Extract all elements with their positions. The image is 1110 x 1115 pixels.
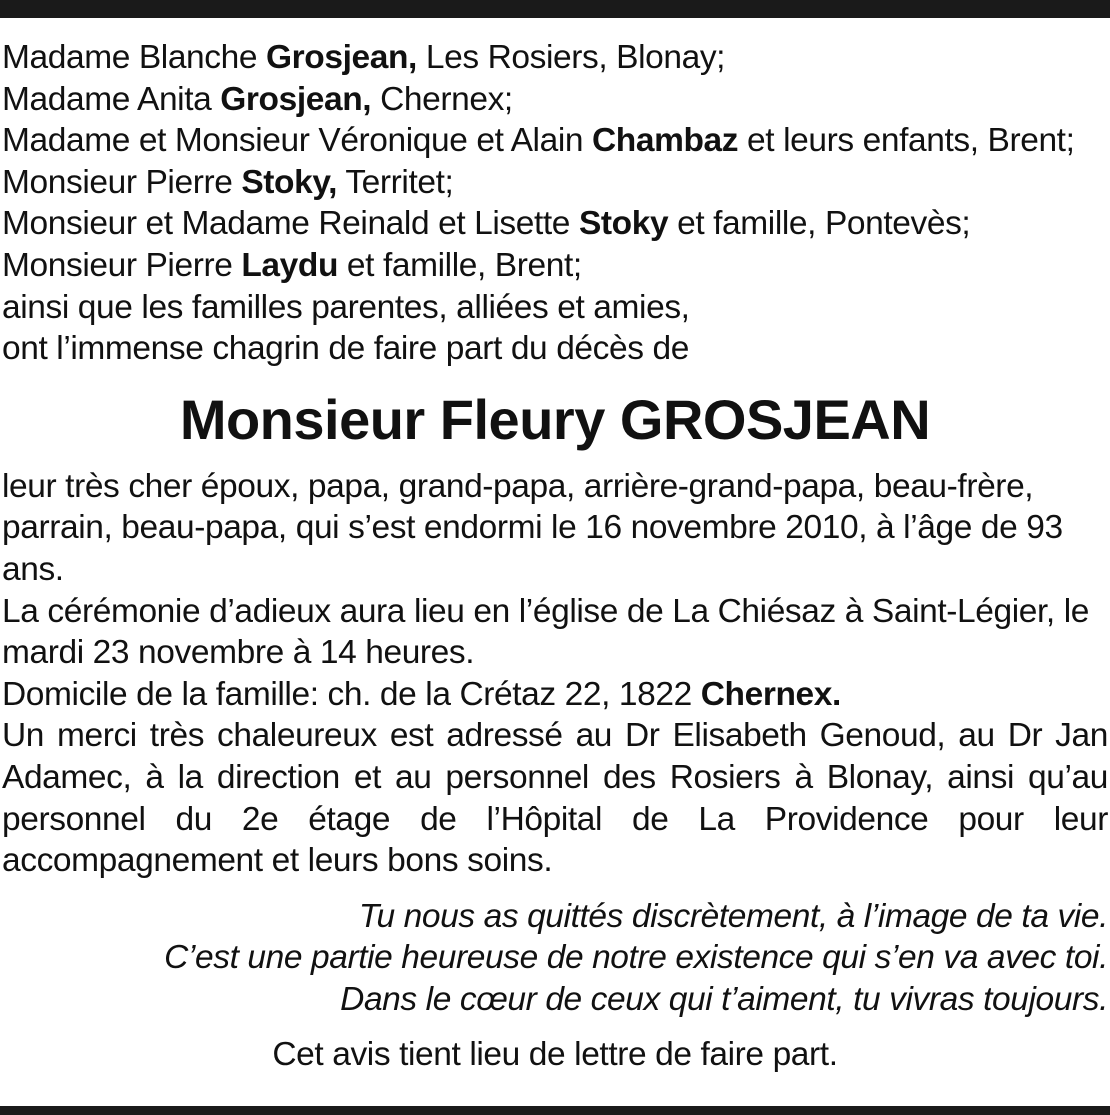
family-list: [2, 37, 1108, 370]
domicile-town: Chernex.: [700, 675, 841, 713]
announce-line: ont l’immense chagrin de faire part du décès de: [2, 330, 689, 368]
description-paragraph: leur très cher époux, papa, grand-papa, arrière-grand-papa, beau-frère, parrain, beau-papa, qui s’est endormi le 16 novembre 2010, à l’âge de 93 ans.: [2, 467, 1063, 588]
family-surname: Stoky: [578, 205, 669, 243]
poem: [2, 896, 1108, 1021]
family-line: Madame et Monsieur Véronique et Alain Chambaz et leurs enfants, Brent;: [2, 122, 1075, 160]
thanks-paragraph: Un merci très chaleureux est adressé au Dr Elisabeth Genoud, au Dr Jan Adamec, à la direction et au personnel des Rosiers à Blonay, ainsi qu’au personnel du 2e étage de l’Hôpital de La Providence pour leur accompagnement et leurs bons soins.: [2, 717, 1108, 880]
domicile-paragraph: Domicile de la famille: ch. de la Crétaz 22, 1822 Chernex.: [2, 675, 841, 713]
top-border-rule: [0, 0, 1110, 18]
family-surname: Stoky,: [241, 163, 338, 201]
closing-line: Cet avis tient lieu de lettre de faire part.: [272, 1036, 838, 1074]
family-line: Monsieur Pierre Stoky, Territet;: [2, 163, 454, 201]
family-surname: Grosjean,: [266, 39, 417, 76]
death-notice: [2, 37, 1108, 1076]
poem-line: C’est une partie heureuse de notre existence qui s’en va avec toi.: [164, 939, 1108, 977]
family-surname: Chambaz: [592, 122, 739, 160]
family-surname: Laydu: [241, 246, 339, 284]
bottom-border-rule: [0, 1106, 1110, 1115]
notice-body: [2, 466, 1108, 882]
ceremony-paragraph: La cérémonie d’adieux aura lieu en l’église de La Chiésaz à Saint-Légier, le mardi 23 novembre à 14 heures.: [2, 592, 1089, 672]
family-line: Madame Anita Grosjean, Chernex;: [2, 80, 513, 118]
family-line: Madame Blanche Grosjean, Les Rosiers, Blonay;: [2, 39, 726, 76]
family-line: Monsieur et Madame Reinald et Lisette Stoky et famille, Pontevès;: [2, 205, 971, 243]
family-line: Monsieur Pierre Laydu et famille, Brent;: [2, 246, 582, 284]
deceased-name: Monsieur Fleury GROSJEAN: [179, 387, 931, 451]
family-surname: Grosjean,: [220, 80, 372, 118]
poem-line: Dans le cœur de ceux qui t’aiment, tu vivras toujours.: [340, 980, 1108, 1018]
poem-line: Tu nous as quittés discrètement, à l’image de ta vie.: [358, 897, 1108, 935]
relatives-line: ainsi que les familles parentes, alliées et amies,: [2, 288, 690, 326]
